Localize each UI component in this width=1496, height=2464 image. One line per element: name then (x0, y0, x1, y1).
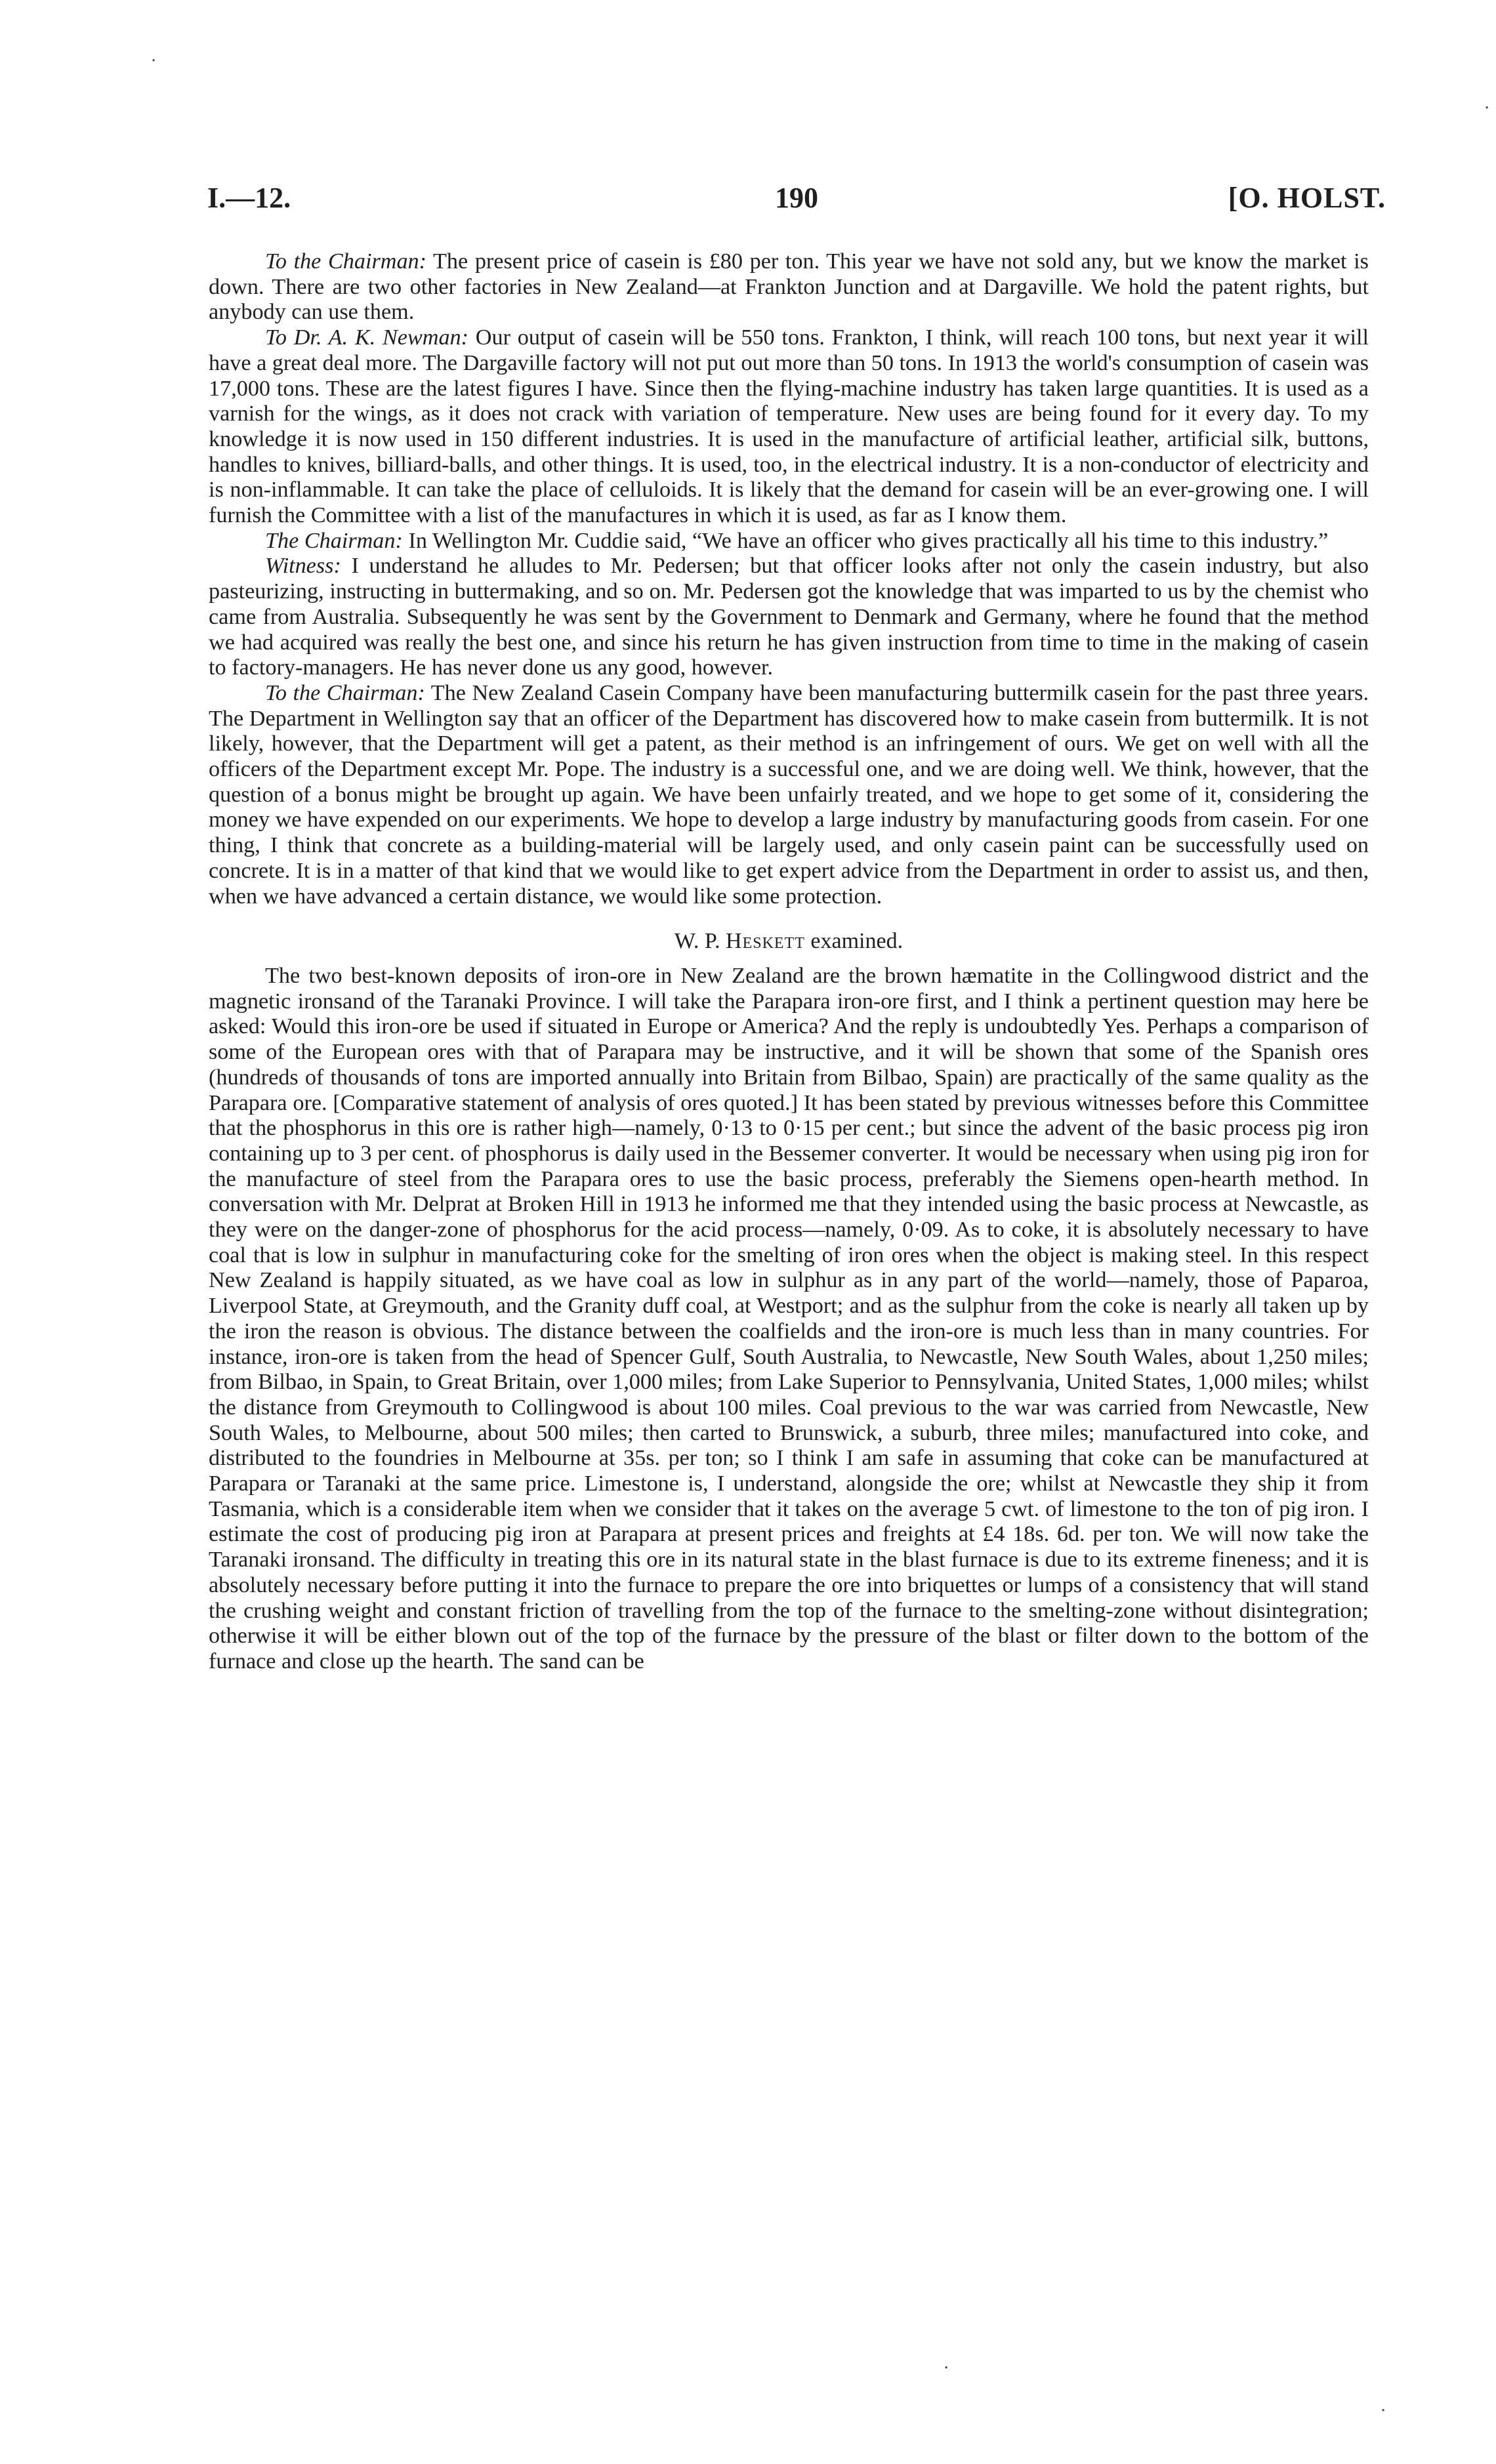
paragraph (209, 529, 1369, 554)
paragraph-text: The New Zealand Casein Company have been manufacturing buttermilk casein for the past three years. The Department in Wellington say that an officer of the Department has discovered how to make casein from buttermilk. It is not likely, however, that the Department will get a patent, as their method is an infringement of ours. We get on well with all the officers of the Department except Mr. Pope. The industry is a successful one, and we are doing well. We think, however, that the question of a bonus might be brought up again. We have been unfairly treated, and we hope to get some of it, considering the money we have expended on our experiments. We hope to develop a large industry by manufacturing goods from casein. For one thing, I think that concrete as a building-material will be largely used, and only casein paint can be successfully used on concrete. It is in a matter of that kind that we would like to get expert advice from the Department in order to assist us, and then, when we have advanced a certain distance, we would like some protection. (209, 680, 1369, 909)
witness-running-head: [O. HOLST. (1228, 182, 1386, 214)
witness-statement: The two best-known deposits of iron-ore in New Zealand are the brown hæmatite in the Collingwood district and the magnetic ironsand of the Taranaki Province. I will take the Parapara iron-ore first, and I think a pertinent question may here be asked: Would this iron-ore be used if situated in Europe or America? And the reply is undoubtedly Yes. Perhaps a comparison of some of the European ores with that of Parapara may be instructive, and it will be shown that some of the Spanish ores (hundreds of thousands of tons are imported annually into Britain from Bilbao, Spain) are practically of the same quality as the Parapara ore. [Comparative statement of analysis of ores quoted.] It has been stated by previous witnesses before this Committee that the phosphorus in this ore is rather high—namely, 0·13 to 0·15 per cent.; but since the advent of the basic process pig iron containing up to 3 per cent. of phosphorus is daily used in the Bessemer converter. It would be necessary when using pig iron for the manufacture of steel from the Parapara ores to use the basic process, preferably the Siemens open-hearth method. In conversation with Mr. Delprat at Broken Hill in 1913 he informed me that they intended using the basic process at Newcastle, as they were on the danger-zone of phosphorus for the acid process—namely, 0·09. As to coke, it is absolutely necessary to have coal that is low in sulphur in manufacturing coke for the smelting of iron ores when the object is making steel. In this respect New Zealand is happily situated, as we have coal as low in sulphur as in any part of the world—namely, those of Paparoa, Liverpool State, at Greymouth, and the Granity duff coal, at Westport; and as the sulphur from the coke is nearly all taken up by the iron the reason is obvious. The distance between the coalfields and the iron-ore is much less than in many countries. For instance, iron-ore is taken from the head of Spencer Gulf, South Australia, to Newcastle, New South Wales, about 1,250 miles; from Bilbao, in Spain, to Great Britain, over 1,000 miles; from Lake Superior to Pennsylvania, United States, 1,000 miles; whilst the distance from Greymouth to Collingwood is about 100 miles. Coal previous to the war was carried from Newcastle, New South Wales, to Melbourne, about 500 miles; then carted to Brunswick, a suburb, three miles; manufactured into coke, and distributed to the foundries in Melbourne at 35s. per ton; so I think I am safe in assuming that coke can be manufactured at Parapara or Taranaki at the same price. Limestone is, I understand, alongside the ore; whilst at Newcastle they ship it from Tasmania, which is a considerable item when we consider that it takes on the average 5 cwt. of limestone to the ton of pig iron. I estimate the cost of producing pig iron at Parapara at present prices and freights at £4 18s. 6d. per ton. We will now take the Taranaki ironsand. The difficulty in treating this ore in its natural state in the blast furnace is due to its extreme fineness; and it is absolutely necessary before putting it into the furnace to prepare the ore into briquettes or lumps of a consistency that will stand the crushing weight and constant friction of travelling from the top of the furnace to the smelting-zone without disintegration; otherwise it will be either blown out of the top of the furnace by the pressure of the blast or filter down to the bottom of the furnace and close up the hearth. The sand can be (209, 963, 1369, 1673)
paragraph (209, 249, 1369, 325)
scan-speck: · (151, 51, 157, 71)
speaker-label: The Chairman: (265, 528, 403, 553)
witness-examined: examined. (810, 929, 904, 954)
speaker-label: Witness: (265, 554, 341, 579)
speaker-label: To the Chairman: (265, 249, 427, 274)
paragraph-text: In Wellington Mr. Cuddie said, “We have an officer who gives practically all his time to this industry.” (402, 528, 1329, 553)
paragraph (209, 681, 1369, 909)
scan-speck: · (1484, 98, 1490, 118)
paragraph-text: The present price of casein is £80 per ton. This year we have not sold any, but we know the market is down. There are two other factories in New Zealand—at Frankton Junction and at Dargaville. We hold the patent rights, but anybody can use them. (209, 249, 1369, 325)
scan-speck: · (944, 2358, 949, 2378)
page-header (207, 181, 1386, 220)
speaker-label: To Dr. A. K. Newman: (265, 325, 469, 350)
paragraph (209, 554, 1369, 681)
paragraph-text: Our output of casein will be 550 tons. Frankton, I think, will reach 100 tons, but next year it will have a great deal more. The Dargaville factory will not put out more than 50 tons. In 1913 the world's consumption of casein was 17,000 tons. These are the latest figures I have. Since then the flying-machine industry has taken large quantities. It is used as a varnish for the wings, as it does not crack with variation of temperature. New uses are being found for it every day. To my knowledge it is now used in 150 different industries. It is used in the manufacture of artificial leather, artificial silk, buttons, handles to knives, billiard-balls, and other things. It is used, too, in the electrical industry. It is a non-conductor of electricity and is non-inflammable. It can take the place of celluloids. It is likely that the demand for casein will be an ever-growing one. I will furnish the Committee with a list of the manufactures in which it is used, as far as I know them. (209, 325, 1369, 528)
paragraph-text: I understand he alludes to Mr. Pedersen; but that officer looks after not only the casein industry, but also pasteurizing, instructing in buttermaking, and so on. Mr. Pedersen got the knowledge that was imparted to us by the chemist who came from Australia. Subsequently he was sent by the Government to Denmark and Germany, where he found that the method we had acquired was really the best one, and since his return he has given instruction from time to time in the making of casein to factory-managers. He has never done us any good, however. (209, 554, 1369, 680)
witness-heading (209, 929, 1369, 955)
paragraph (209, 325, 1369, 529)
witness-initials: W. P. (674, 929, 720, 954)
evidence-text (209, 249, 1369, 1675)
report-reference: I.—12. (207, 182, 291, 214)
page-number: 190 (775, 182, 818, 214)
scan-speck: · (1381, 2401, 1386, 2421)
speaker-label: To the Chairman: (265, 680, 425, 705)
witness-name: Heskett (726, 929, 805, 954)
